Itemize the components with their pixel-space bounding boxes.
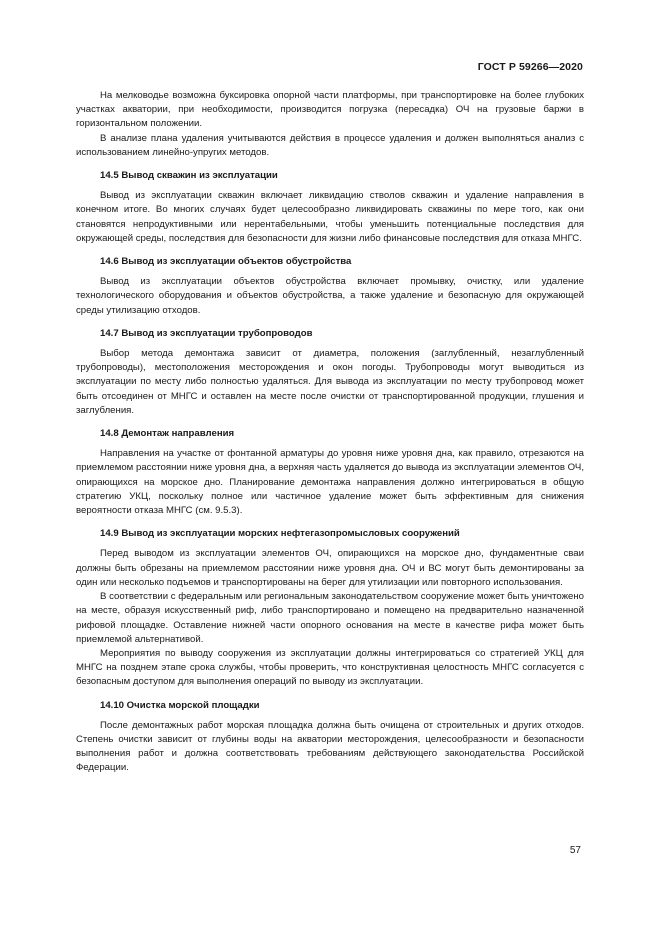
section-heading: 14.9 Вывод из эксплуатации морских нефтегазопромысловых сооружений <box>100 528 460 540</box>
intro-paragraph: В анализе плана удаления учитываются действия в процессе удаления и должен выполняться анализ с использованием линейно-упругих методов. <box>76 132 584 158</box>
section-paragraph: Мероприятия по выводу сооружения из эксплуатации должны интегрироваться со стратегией УКЦ для МНГС на позднем этапе срока службы, чтобы проверить, что конструктивная целостность МНГС согласуется с безопасным доступом для выполнения операций по выводу из эксплуатации. <box>76 647 584 688</box>
section-heading: 14.6 Вывод из эксплуатации объектов обустройства <box>100 256 352 268</box>
section-paragraph: Направления на участке от фонтанной арматуры до уровня ниже уровня дна, как правило, отрезаются на приемлемом расстоянии ниже уровня дна, а верхняя часть удаляется до вывода из эксплуатации элементов ОЧ, опирающихся на морское дно. Планирование демонтажа направления должно интегрироваться в общую стратегию УКЦ, поскольку полное или частичное удаление может быть эффективным для снижения вероятности отказа МНГС (см. 9.5.3). <box>76 448 584 517</box>
section-heading: 14.8 Демонтаж направления <box>100 428 235 440</box>
section-paragraph: Выбор метода демонтажа зависит от диаметра, положения (заглубленный, незаглубленный трубопроводы), местоположения месторождения и окон погоды. Трубопроводы могут выводиться из эксплуатации по месту либо полностью удаляться. Для вывода из эксплуатации по месту трубопровод может быть отсоединен от МНГС и оставлен на месте после очистки от транспортированной продукции, глушения и заглубления. <box>76 348 584 416</box>
section-heading: 14.5 Вывод скважин из эксплуатации <box>100 170 278 182</box>
section-paragraph: Вывод из эксплуатации скважин включает ликвидацию стволов скважин и удаление направления в конечном итоге. Во многих случаях будет целесообразно ликвидировать скважины по мере того, как они становятся непродуктивными или нерентабельными, чтобы уменьшить потенциальные последствия для окружающей среды, последствия для безопасности для жизни либо финансовые последствия для отказа МНГС. <box>76 190 584 244</box>
section-paragraph: В соответствии с федеральным или региональным законодательством сооружение может быть уничтожено на месте, образуя искусственный риф, либо транспортировано и помещено на предварительно назначенной рифовой площадке. Оставление нижней части опорного основания на месте в качестве рифа может быть приемлемой альтернативой. <box>76 591 584 645</box>
section-heading: 14.7 Вывод из эксплуатации трубопроводов <box>100 327 313 339</box>
section-paragraph: Вывод из эксплуатации объектов обустройства включает промывку, очистку, или удаление технологического оборудования и объектов обустройства, а также удаление и безопасную для окружающей среды утилизацию отходов. <box>76 276 584 316</box>
section-heading: 14.10 Очистка морской площадки <box>100 699 260 711</box>
section-paragraph: Перед выводом из эксплуатации элементов ОЧ, опирающихся на морское дно, фундаментные сваи должны быть обрезаны на приемлемом расстоянии ниже уровня дна. ОЧ и ВС могут быть демонтированы за один или несколько подъемов и транспортированы на берег для утилизации или повторного использования. <box>76 548 584 588</box>
intro-paragraph: На мелководье возможна буксировка опорной части платформы, при транспортировке на более глубоких участках акватории, при необходимости, производится погрузка (пересадка) ОЧ на грузовые баржи в горизонтальном положении. <box>76 90 584 130</box>
section-paragraph: После демонтажных работ морская площадка должна быть очищена от строительных и других отходов. Степень очистки зависит от глубины воды на акватории месторождения, целесообразности и безопасности выполнения работ и должна соответствовать требованиям действующего законодательства Российской Федерации. <box>76 719 584 774</box>
document-body <box>76 89 584 776</box>
document-id: ГОСТ Р 59266—2020 <box>477 61 583 73</box>
page-number: 57 <box>569 845 581 856</box>
